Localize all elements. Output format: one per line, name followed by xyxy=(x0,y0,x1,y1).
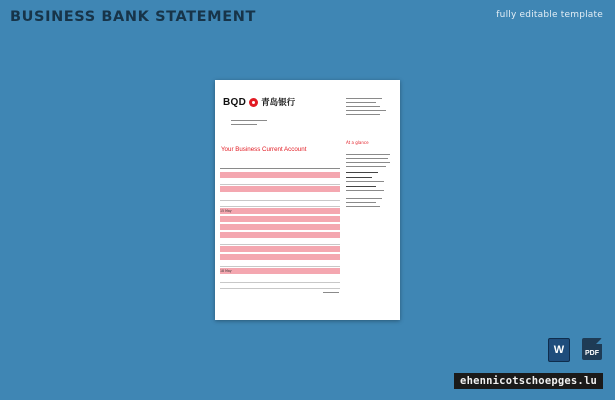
bank-logo-text: BQD xyxy=(223,96,247,108)
address-line xyxy=(346,114,380,115)
table-row xyxy=(220,238,340,245)
table-row xyxy=(220,260,340,267)
glance-title: At a glance xyxy=(346,140,369,145)
glance-line xyxy=(346,186,376,187)
account-title: Your Business Current Account xyxy=(221,146,307,153)
address-line xyxy=(346,102,376,103)
glance-line xyxy=(346,162,390,163)
glance-line xyxy=(346,198,382,199)
bank-logo-icon xyxy=(249,98,258,107)
table-footer-line xyxy=(323,292,339,293)
address-line xyxy=(346,110,386,111)
format-icons xyxy=(548,338,602,362)
glance-line xyxy=(346,154,390,155)
glance-line xyxy=(346,177,372,178)
address-line xyxy=(346,106,380,107)
site-url[interactable]: ehennicotschoepges.lu xyxy=(454,373,603,389)
page-subtitle: fully editable template xyxy=(496,10,603,20)
table-header-line xyxy=(220,168,340,169)
table-row xyxy=(220,208,340,214)
pdf-doc-icon: PDF xyxy=(582,338,602,360)
glance-line xyxy=(346,181,384,182)
glance-line xyxy=(346,206,380,207)
recipient-line xyxy=(231,120,267,121)
transaction-date: 18 May xyxy=(220,269,232,273)
glance-line xyxy=(346,190,384,191)
table-row xyxy=(220,224,340,230)
table-row xyxy=(220,186,340,192)
bank-logo xyxy=(223,96,295,108)
statement-preview xyxy=(215,80,400,320)
glance-line xyxy=(346,202,376,203)
table-row xyxy=(220,216,340,222)
page-title: BUSINESS BANK STATEMENT xyxy=(10,9,256,25)
table-row xyxy=(220,246,340,252)
word-doc-icon: W xyxy=(548,338,570,362)
glance-line xyxy=(346,166,386,167)
table-row xyxy=(220,282,340,289)
address-line xyxy=(346,98,382,99)
transaction-date: 15 May xyxy=(220,209,232,213)
table-row xyxy=(220,178,340,185)
table-row xyxy=(220,268,340,274)
glance-line xyxy=(346,172,378,173)
glance-line xyxy=(346,158,388,159)
table-row xyxy=(220,200,340,207)
recipient-line xyxy=(231,124,257,125)
bank-logo-cn: 青岛银行 xyxy=(261,98,296,108)
